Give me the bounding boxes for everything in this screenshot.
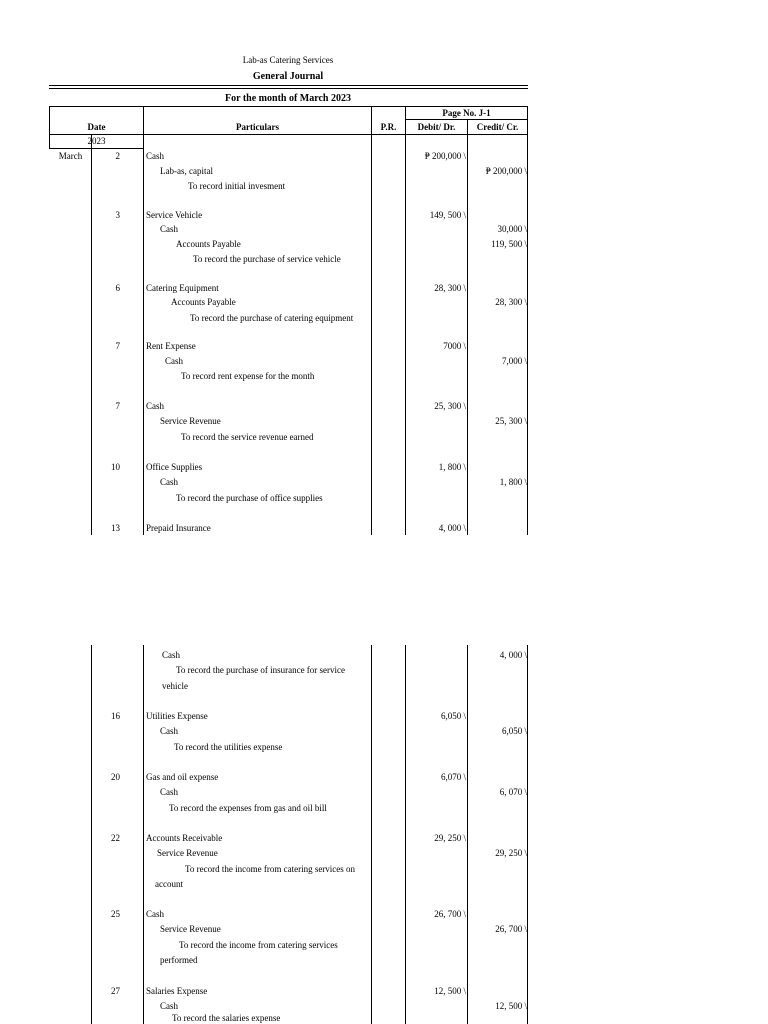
month-label: March [58,151,83,161]
debit-amount: 6,070 \ [440,772,466,782]
debit-account: Prepaid Insurance [146,523,211,533]
entry-explanation: To record the purchase of office supplies [176,493,323,503]
debit-account: Office Supplies [146,462,203,472]
journal-title: General Journal [252,71,324,82]
entry-date: 6 [115,283,120,293]
credit-amount: 28, 300 \ [495,297,527,307]
credit-amount: 4, 000 \ [499,650,527,660]
particulars-left-border [143,106,144,535]
credit-account: Cash [160,477,178,487]
debit-amount: 1, 800 \ [438,462,466,472]
credit-account: Cash [160,1001,178,1011]
particulars-left-border [143,645,144,1024]
table-top-rule [49,106,528,107]
company-name: Lab-as Catering Services [242,55,334,65]
credit-account: Accounts Payable [176,239,241,249]
entry-date: 27 [111,986,120,996]
entry-date: 20 [111,772,120,782]
credit-account: Cash [160,787,178,797]
debit-amount: 29, 250 \ [434,833,466,843]
header-rule-top [49,85,528,86]
entry-date: 7 [115,401,120,411]
credit-amount: 12, 500 \ [495,1001,527,1011]
debit-account: Accounts Receivable [146,833,223,843]
entry-date: 22 [111,833,120,843]
credit-account: Service Revenue [160,416,221,426]
debit-amount: 149, 500 \ [429,210,466,220]
debit-column-header: Debit/ Dr. [417,122,456,132]
debit-account: Catering Equipment [146,283,219,293]
period-title: For the month of March 2023 [224,93,351,104]
debit-amount: 26, 700 \ [434,909,466,919]
debit-amount: 25, 300 \ [434,401,466,411]
entry-explanation: vehicle [162,681,188,691]
entry-date: 13 [111,523,120,533]
entry-explanation: account [155,879,183,889]
page-number: Page No. J-1 [442,108,491,118]
debit-amount: 4, 000 \ [438,523,466,533]
credit-account: Cash [165,356,183,366]
debit-amount: ₱ 200,000 \ [424,151,466,161]
entry-date: 25 [111,909,120,919]
entry-explanation: To record initial invesment [188,181,286,191]
debit-account: Gas and oil expense [146,772,219,782]
debit-account: Salaries Expense [146,986,208,996]
debit-amount: 7000 \ [443,341,466,351]
credit-right-border [527,645,528,1024]
credit-account: Cash [160,726,178,736]
year-label: 2023 [87,136,106,146]
year-rule [49,148,143,149]
credit-amount: ₱ 200,000 \ [485,166,527,176]
credit-left-border [467,119,468,535]
credit-amount: 119, 500 \ [491,239,527,249]
credit-account: Cash [160,224,178,234]
entry-explanation: To record the service revenue earned [181,432,314,442]
debit-amount: 12, 500 \ [434,986,466,996]
debit-account: Utilities Expense [146,711,208,721]
entry-explanation: To record the expenses from gas and oil bill [169,803,327,813]
entry-date: 10 [111,462,120,472]
pr-column-header: P.R. [380,122,397,132]
credit-left-border [467,645,468,1024]
entry-explanation: To record the salaries expense [172,1013,281,1023]
credit-amount: 7,000 \ [501,356,527,366]
date-column-header: Date [87,122,106,132]
credit-account: Service Revenue [160,924,221,934]
entry-explanation: To record the purchase of insurance for service [176,665,346,675]
debit-account: Service Vehicle [146,210,203,220]
entry-date: 7 [115,341,120,351]
entry-date: 2 [115,151,120,161]
date-divider [91,134,92,535]
particulars-column-header: Particulars [236,122,279,132]
credit-amount: 6,050 \ [501,726,527,736]
entry-explanation: performed [160,955,198,965]
credit-amount: 1, 800 \ [499,477,527,487]
credit-account: Service Revenue [157,848,218,858]
debit-account: Cash [146,151,164,161]
credit-amount: 29, 250 \ [495,848,527,858]
credit-amount: 6, 070 \ [499,787,527,797]
debit-account: Rent Expense [146,341,196,351]
entry-explanation: To record rent expense for the month [181,371,315,381]
entry-explanation: To record the utilities expense [174,742,283,752]
credit-amount: 26, 700 \ [495,924,527,934]
entry-date: 3 [115,210,120,220]
credit-column-header: Credit/ Cr. [476,122,519,132]
pr-left-border [371,106,372,535]
credit-amount: 30,000 \ [497,224,527,234]
header-rule-bottom [49,88,528,89]
debit-amount: 28, 300 \ [434,283,466,293]
credit-account: Lab-as, capital [160,166,213,176]
entry-explanation: To record the purchase of catering equipment [190,313,354,323]
entry-date: 16 [111,711,120,721]
pr-left-border [371,645,372,1024]
debit-account: Cash [146,909,164,919]
credit-account: Accounts Payable [171,297,236,307]
entry-explanation: To record the purchase of service vehicle [193,254,341,264]
credit-right-border [527,106,528,535]
credit-account: Cash [162,650,180,660]
entry-explanation: To record the income from catering services on [185,864,356,874]
debit-account: Cash [146,401,164,411]
column-header-rule [49,134,528,135]
entry-explanation: To record the income from catering services [179,940,338,950]
credit-amount: 25, 300 \ [495,416,527,426]
debit-amount: 6,050 \ [440,711,466,721]
